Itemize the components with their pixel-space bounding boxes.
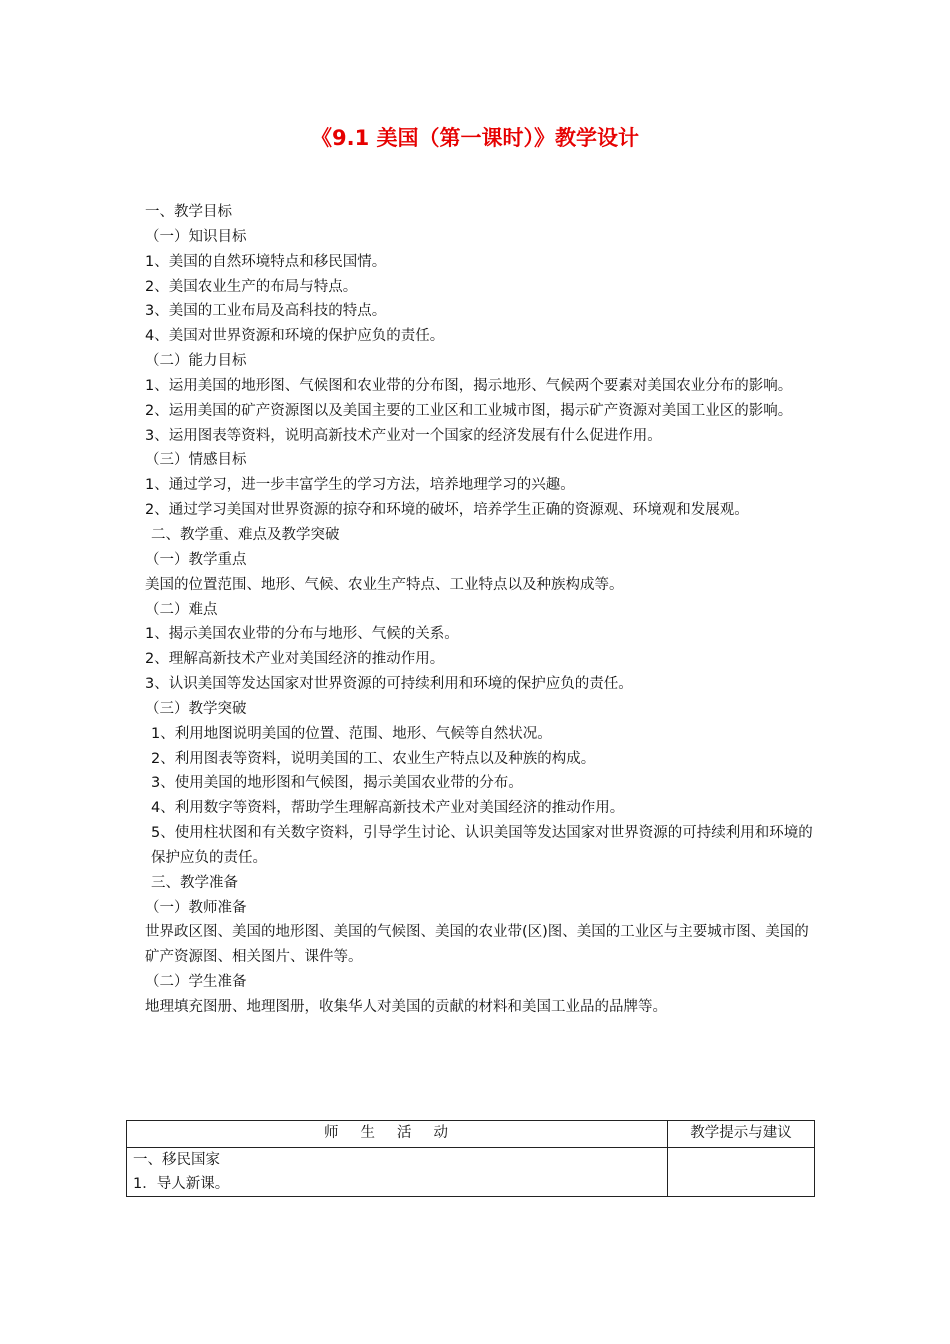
body-line: 2、理解高新技术产业对美国经济的推动作用。 bbox=[145, 651, 445, 668]
body-line: 美国的位置范围、地形、气候、农业生产特点、工业特点以及种族构成等。 bbox=[145, 576, 624, 593]
body-line: 4、美国对世界资源和环境的保护应负的责任。 bbox=[145, 328, 445, 345]
table-cell-tips bbox=[668, 1148, 815, 1197]
table-cell-activity bbox=[127, 1148, 668, 1197]
document-title: 《9.1 美国（第一课时）》教学设计 bbox=[310, 126, 639, 150]
cell-line: 一、移民国家 bbox=[133, 1152, 220, 1168]
body-line: 1、美国的自然环境特点和移民国情。 bbox=[145, 253, 387, 270]
body-line: 4、利用数字等资料，帮助学生理解高新技术产业对美国经济的推动作用。 bbox=[151, 800, 625, 817]
body-line: 3、使用美国的地形图和气候图，揭示美国农业带的分布。 bbox=[151, 775, 523, 792]
body-line: （三）情感目标 bbox=[145, 452, 247, 469]
body-line: （二）难点 bbox=[145, 601, 218, 618]
body-line: 1、通过学习，进一步丰富学生的学习方法，培养地理学习的兴趣。 bbox=[145, 477, 575, 494]
table-row bbox=[127, 1148, 815, 1197]
body-line: 1、运用美国的地形图、气候图和农业带的分布图，揭示地形、气候两个要素对美国农业分布的影响。 bbox=[145, 377, 793, 394]
cell-line: 1．导人新课。 bbox=[133, 1176, 230, 1192]
body-line: 3、认识美国等发达国家对世界资源的可持续利用和环境的保护应负的责任。 bbox=[145, 676, 633, 693]
body-line: 1、利用地图说明美国的位置、范围、地形、气候等自然状况。 bbox=[151, 725, 552, 742]
document-body bbox=[145, 200, 815, 1020]
body-line: 二、教学重、难点及教学突破 bbox=[151, 526, 340, 543]
body-line: 5、使用柱状图和有关数字资料，引导学生讨论、认识美国等发达国家对世界资源的可持续利用和环境的保护应负的责任。 bbox=[151, 825, 813, 866]
body-line: 2、运用美国的矿产资源图以及美国主要的工业区和工业城市图，揭示矿产资源对美国工业区的影响。 bbox=[145, 402, 793, 419]
body-line: 3、美国的工业布局及高科技的特点。 bbox=[145, 303, 387, 320]
body-line: 1、揭示美国农业带的分布与地形、气候的关系。 bbox=[145, 626, 459, 643]
body-line: （二）学生准备 bbox=[145, 974, 247, 991]
body-line: 地理填充图册、地理图册，收集华人对美国的贡献的材料和美国工业品的品牌等。 bbox=[145, 999, 667, 1015]
body-line: 2、美国农业生产的布局与特点。 bbox=[145, 278, 358, 295]
body-line: 一、教学目标 bbox=[145, 204, 232, 220]
activity-table bbox=[126, 1120, 815, 1197]
body-line: （一）教师准备 bbox=[145, 899, 247, 916]
body-line: （三）教学突破 bbox=[145, 700, 247, 717]
body-line: （二）能力目标 bbox=[145, 353, 247, 370]
body-line: 2、通过学习美国对世界资源的掠夺和环境的破坏，培养学生正确的资源观、环境观和发展观。 bbox=[145, 502, 749, 519]
header-teaching-tips: 教学提示与建议 bbox=[668, 1121, 815, 1148]
body-line: （一）知识目标 bbox=[145, 228, 247, 245]
table-header-row bbox=[127, 1121, 815, 1148]
body-line: 三、教学准备 bbox=[151, 874, 238, 891]
header-teacher-student-activity: 师生活动 bbox=[127, 1121, 668, 1148]
body-line: 世界政区图、美国的地形图、美国的气候图、美国的农业带(区)图、美国的工业区与主要城市图、美国的矿产资源图、相关图片、课件等。 bbox=[145, 924, 809, 966]
body-line: 2、利用图表等资料，说明美国的工、农业生产特点以及种族的构成。 bbox=[151, 750, 596, 767]
body-line: 3、运用图表等资料，说明高新技术产业对一个国家的经济发展有什么促进作用。 bbox=[145, 427, 662, 444]
body-line: （一）教学重点 bbox=[145, 551, 247, 568]
